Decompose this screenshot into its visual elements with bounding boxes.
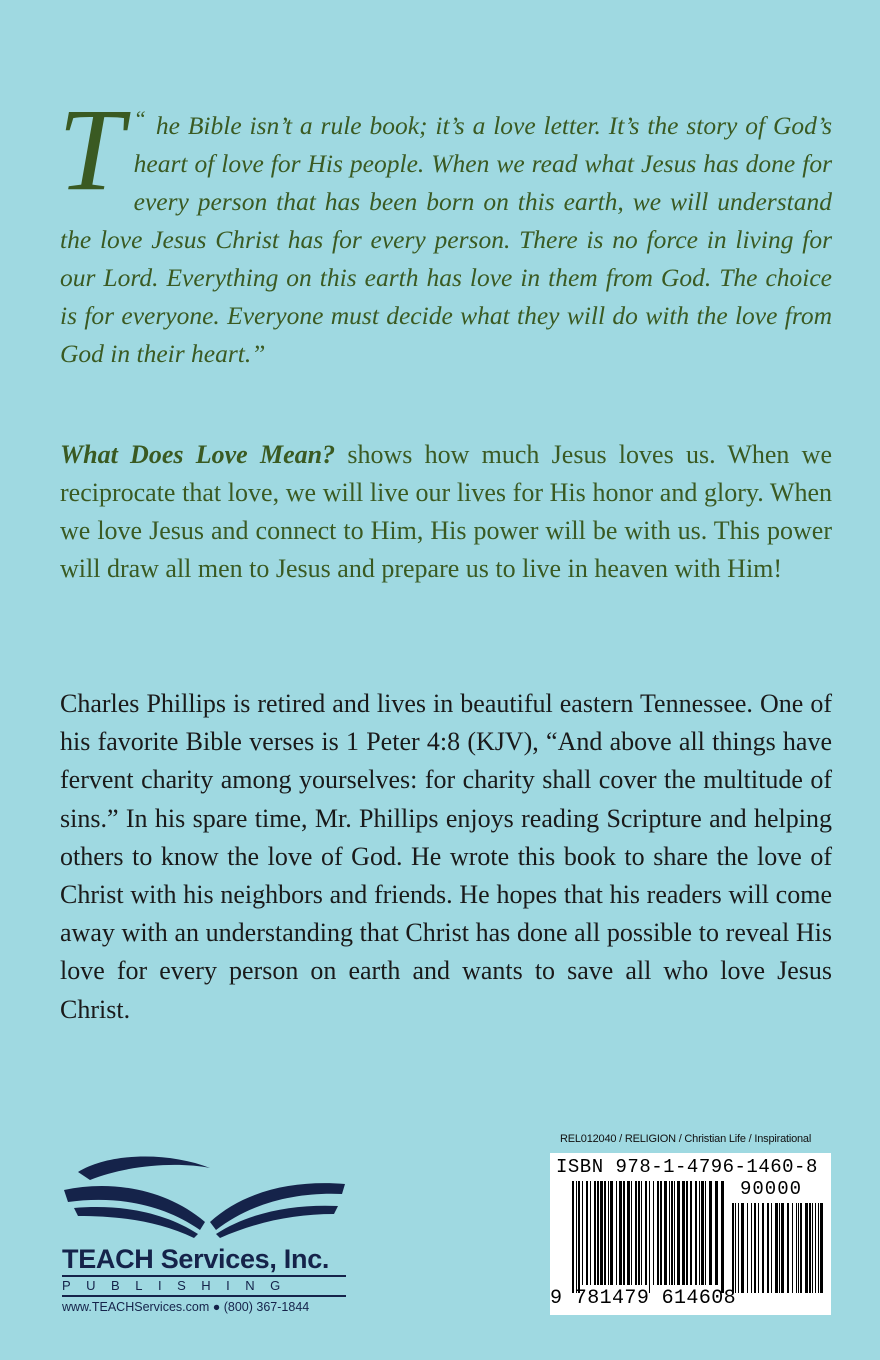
open-book-icon xyxy=(60,1150,350,1246)
addon-bar xyxy=(732,1203,734,1293)
barcode-bar xyxy=(590,1181,591,1285)
addon-bar xyxy=(751,1203,752,1293)
book-title: What Does Love Mean? xyxy=(60,440,336,469)
barcode-bar xyxy=(715,1181,718,1285)
barcode-bar xyxy=(645,1181,647,1285)
addon-bar xyxy=(758,1203,759,1293)
ean-digits: 9 781479 614608 xyxy=(550,1287,737,1310)
barcode-bar xyxy=(610,1181,613,1285)
barcode-bar xyxy=(649,1181,650,1293)
publisher-subtitle: PUBLISHING xyxy=(62,1278,296,1293)
barcode-bar xyxy=(641,1181,642,1285)
addon-bar xyxy=(820,1203,823,1293)
addon-bar xyxy=(792,1203,793,1293)
addon-bar xyxy=(762,1203,764,1293)
barcode-bar xyxy=(699,1181,700,1285)
barcode-bar xyxy=(597,1181,599,1285)
quote-open-mark: “ xyxy=(133,106,146,131)
addon-bar xyxy=(798,1203,799,1293)
quote-text: he Bible isn’t a rule book; it’s a love letter. It’s the story of God’s heart of love for His people. When we read what Jesus has done for every person that has been born on this earth, we will understand the love Jesus Christ has for every person. There is no force in living for our Lord. Everything on this earth has love in them from God. The choice is for everyone. Everyone must decide what they will do with the love from God in their heart.” xyxy=(60,111,832,368)
addon-bar xyxy=(781,1203,784,1293)
barcode-bar xyxy=(686,1181,688,1285)
addon-bar xyxy=(735,1203,736,1293)
barcode-bar xyxy=(631,1181,632,1285)
publisher-rule-top xyxy=(62,1275,346,1277)
barcode-bar xyxy=(582,1181,583,1285)
price-code: 90000 xyxy=(740,1178,803,1200)
barcode-bar xyxy=(616,1181,617,1285)
barcode-bar xyxy=(660,1181,662,1285)
isbn-barcode xyxy=(550,1153,831,1315)
barcode-bar xyxy=(619,1181,622,1285)
barcode-bar xyxy=(701,1181,704,1285)
barcode-bar xyxy=(690,1181,692,1285)
addon-bar xyxy=(815,1203,816,1293)
barcode-bar xyxy=(669,1181,670,1285)
barcode-bar xyxy=(657,1181,659,1285)
author-bio-paragraph xyxy=(60,685,832,1029)
addon-bar xyxy=(741,1203,744,1293)
addon-bar xyxy=(805,1203,808,1293)
barcode-bar xyxy=(677,1181,680,1285)
barcode-bar xyxy=(604,1181,606,1285)
barcode-bar xyxy=(653,1181,654,1285)
addon-bar xyxy=(771,1203,772,1293)
barcode-bar xyxy=(635,1181,637,1285)
barcode-bar xyxy=(721,1181,724,1293)
publisher-rule-bottom xyxy=(62,1295,346,1297)
addon-bar xyxy=(809,1203,811,1293)
bisac-category: REL012040 / RELIGION / Christian Life / Inspirational xyxy=(560,1133,812,1145)
addon-bar xyxy=(796,1203,797,1293)
barcode-bar xyxy=(594,1181,596,1285)
barcode-bar xyxy=(695,1181,697,1285)
addon-bar xyxy=(775,1203,778,1293)
barcode-bar xyxy=(664,1181,667,1285)
addon-bar xyxy=(747,1203,748,1293)
barcode-bar xyxy=(638,1181,640,1285)
barcode-bar xyxy=(674,1181,675,1285)
barcode-bar xyxy=(682,1181,685,1285)
barcode-bar xyxy=(578,1181,580,1293)
barcode-bar xyxy=(705,1181,706,1285)
barcode-bar xyxy=(709,1181,712,1285)
back-cover-quote xyxy=(58,84,832,373)
isbn-number: ISBN 978-1-4796-1460-8 xyxy=(556,1156,818,1178)
addon-bar xyxy=(818,1203,819,1293)
addon-bar xyxy=(800,1203,802,1293)
addon-bar xyxy=(767,1203,769,1293)
addon-bar xyxy=(787,1203,789,1293)
addon-bar xyxy=(812,1203,813,1293)
addon-bar xyxy=(754,1203,756,1293)
barcode-bar xyxy=(671,1181,673,1285)
barcode-bar xyxy=(623,1181,625,1285)
publisher-name: TEACH Services, Inc. xyxy=(62,1244,330,1274)
barcode-bar xyxy=(586,1181,588,1285)
barcode-bar xyxy=(608,1181,609,1285)
promo-text: shows how much Jesus loves us. When we reciprocate that love, we will live our lives for His honor and glory. When we love Jesus and connect to Him, His power will be with us. This power will draw all men to Jesus and prepare us to live in heaven with Him! xyxy=(60,440,833,583)
book-promo-paragraph xyxy=(60,436,832,588)
publisher-logo xyxy=(60,1150,350,1320)
barcode-bar xyxy=(600,1181,603,1285)
barcode-bar xyxy=(572,1181,574,1293)
barcode-bar xyxy=(627,1181,630,1285)
addon-bar xyxy=(779,1203,780,1293)
publisher-contact: www.TEACHServices.com ● (800) 367-1844 xyxy=(62,1300,310,1314)
bio-text: Charles Phillips is retired and lives in beautiful eastern Tennessee. One of his favorite Bible verses is 1 Peter 4:8 (KJV), “And above all things have fervent charity among yourselves: for charity shall cover the multitude of sins.” In his spare time, Mr. Phillips enjoys reading Scripture and helping others to know the love of God. He wrote this book to share the love of Christ with his neighbors and friends. He hopes that his readers will come away with an understanding that Christ has done all possible to reveal His love for every person on earth and wants to save all who love Jesus Christ. xyxy=(60,689,832,1024)
barcode-bar xyxy=(576,1181,577,1293)
quote-dropcap: T xyxy=(58,84,124,215)
addon-bar xyxy=(738,1203,739,1293)
